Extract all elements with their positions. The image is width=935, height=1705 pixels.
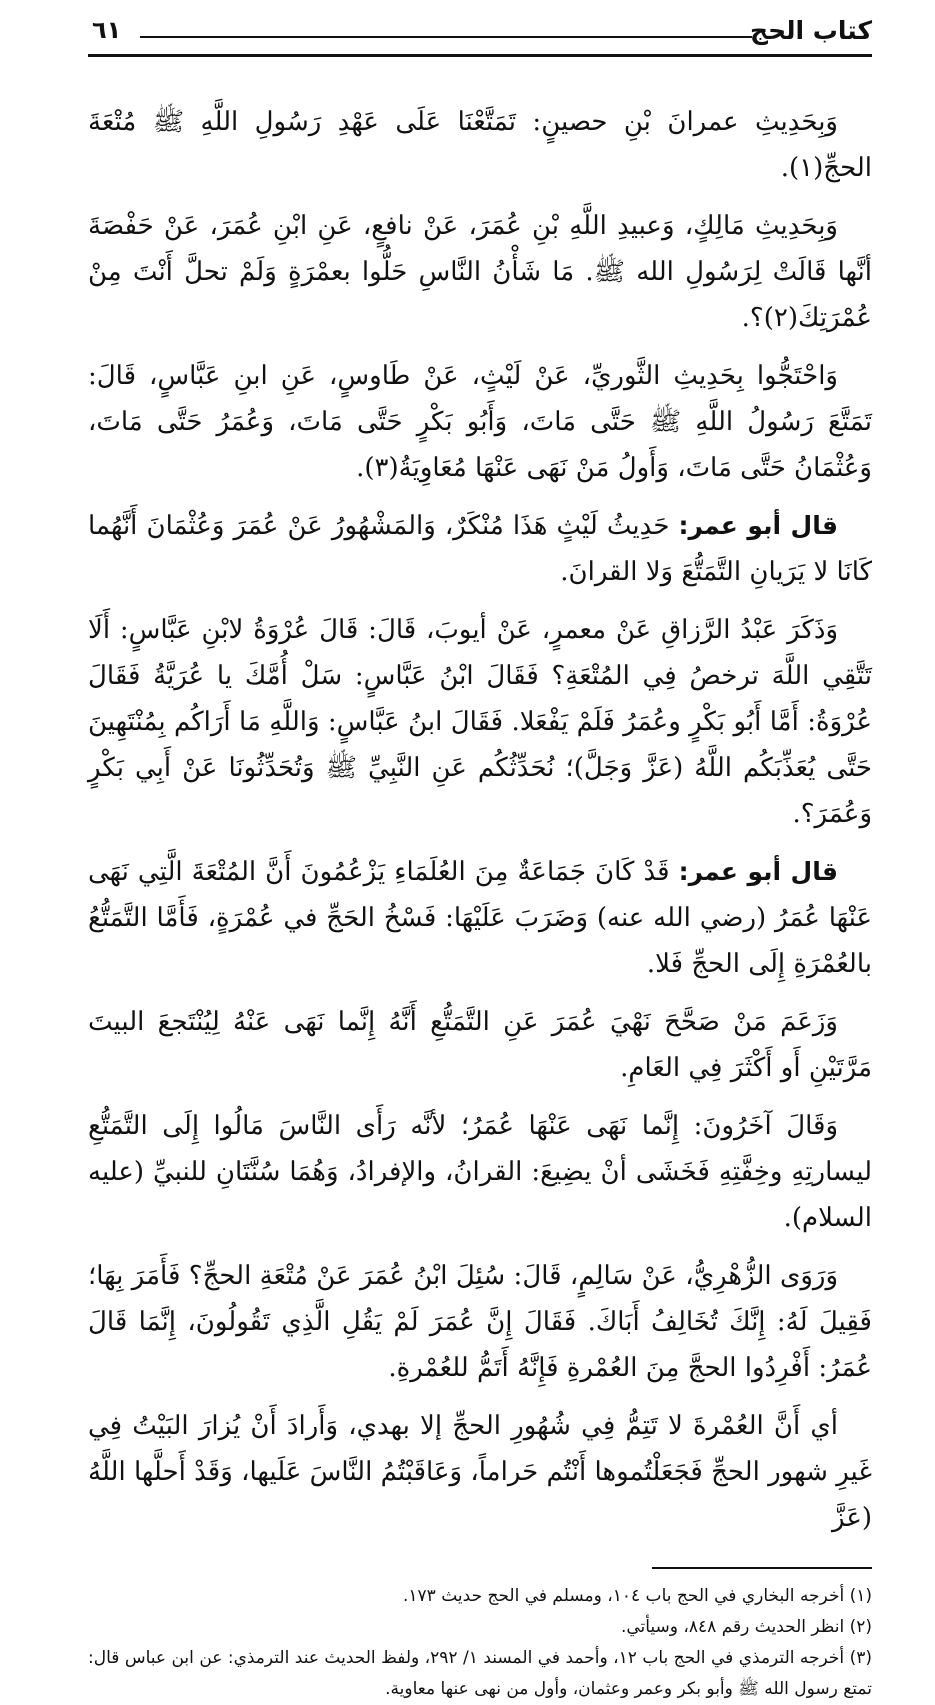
paragraph-text: وَبِحَدِيثِ عمرانَ بْنِ حصينٍ: تَمَتَّعْنَا عَلَى عَهْدِ رَسُولِ اللَّهِ ﷺ مُتْعَةَ الحجِّ(١). xyxy=(88,107,872,183)
footnote-separator xyxy=(652,1567,872,1569)
footnotes xyxy=(88,1581,872,1705)
running-title: كتاب الحج xyxy=(750,16,872,45)
paragraph xyxy=(88,1253,872,1391)
paragraph xyxy=(88,503,872,595)
paragraph xyxy=(88,999,872,1091)
paragraph-text: وَزَعَمَ مَنْ صَحَّحَ نَهْيَ عُمَرَ عَنِ التَّمَتُّعِ أَنَّهُ إِنَّما نَهَى عَنْهُ لِيُنْتَجعَ البيتَ مَرَّتَيْنِ أَو أَكْثَرَ فِي العَامِ. xyxy=(88,1007,872,1083)
main-text xyxy=(88,99,872,1541)
paragraph-text: وَذَكَرَ عَبْدُ الرَّزاقِ عَنْ معمرٍ، عَنْ أيوبَ، قَالَ: قَالَ عُرْوَةُ لابْنِ عَبَّاسٍ: أَلَا تَتَّقِي اللَّهَ ترخصُ فِي المُتْعَةِ؟ فَقَالَ ابْنُ عَبَّاسٍ: سَلْ أُمَّكَ يا عُرَيَّةُ فَقَالَ عُرْوَةُ: أَمَّا أَبُو بَكْرٍ وعُمَرُ فَلَمْ يَفْعَلا. فَقَالَ ابنُ عَبَّاسٍ: وَاللَّهِ مَا أَرَاكُم بِمُنْتَهِينَ حَتَّى يُعَذِّبَكُم اللَّهُ (عَزَّ وَجَلَّ)؛ نُحَدِّثُكُم عَنِ النَّبِيِّ ﷺ وَتُحَدِّثُونَا عَنْ أَبِي بَكْرٍ وَعُمَرَ؟. xyxy=(88,615,872,829)
book-page xyxy=(88,14,873,1699)
paragraph-text: وَقَالَ آخَرُونَ: إِنَّما نَهَى عَنْهَا عُمَرُ؛ لأنَّه رَأَى النَّاسَ مَالُوا إِلَى التَّمَتُّعِ ليسارتِهِ وخِفَّتِهِ فَخَشَى أنْ يضِيعَ: القرانُ، والإفرادُ، وَهُمَا سُنَّتَانِ للنبيِّ (عليه السلام). xyxy=(88,1111,872,1233)
paragraph xyxy=(88,203,872,341)
paragraph-text: وَاحْتَجُّوا بِحَدِيثِ الثَّوريِّ، عَنْ لَيْثٍ، عَنْ طَاوسٍ، عَنِ ابنِ عَبَّاسٍ، قَالَ: تَمَتَّعَ رَسُولُ اللَّهِ ﷺ حَتَّى مَاتَ، وَأَبُو بَكْرٍ حَتَّى مَاتَ، وَعُمَرُ حَتَّى مَاتَ، وَعُثْمَانُ حَتَّى مَاتَ، وَأَولُ مَنْ نَهَى عَنْهَا مُعَاوِيَةُ(٣). xyxy=(88,361,872,483)
paragraph-text: وَبِحَدِيثِ مَالِكٍ، وَعبيدِ اللَّهِ بْنِ عُمَرَ، عَنْ نافعٍ، عَنِ ابْنِ عُمَرَ، عَنْ حَفْصَةَ أنَّها قَالَتْ لِرَسُولِ الله ﷺ. مَا شَأْنُ النَّاسِ حَلُّوا بعمْرَةٍ وَلَمْ تحلَّ أَنْتَ مِنْ عُمْرَتِكَ(٢)؟. xyxy=(88,211,872,333)
paragraph-text: وَرَوَى الزُّهْرِيُّ، عَنْ سَالِمٍ، قَالَ: سُئِلَ ابْنُ عُمَرَ عَنْ مُتْعَةِ الحجِّ؟ فَأَمَرَ بِهَا؛ فَقِيلَ لَهُ: إِنَّكَ تُخَالِفُ أَبَاكَ. فَقَالَ إِنَّ عُمَرَ لَمْ يَقُلِ الَّذِي تَقُولُونَ، إِنَّمَا قَالَ عُمَرُ: أَفْرِدُوا الحجَّ مِنَ العُمْرةِ فَإِنَّهُ أَتَمُّ للعُمْرةِ. xyxy=(88,1261,872,1383)
paragraph xyxy=(88,607,872,837)
paragraph-text: حَدِيثُ لَيْثٍ هَذَا مُنْكَرٌ، وَالمَشْهُورُ عَنْ عُمَرَ وَعُثْمَانَ أَنَّهُما كَانَا لا يَرَيانِ التَّمَتُّعَ وَلا القرانَ. xyxy=(88,511,872,587)
paragraph xyxy=(88,99,872,191)
footnote: (٣) أخرجه الترمذي في الحج باب ١٢، وأحمد في المسند ١/ ٢٩٢، ولفظ الحديث عند الترمذي: عن ابن عباس قال: تمتع رسول الله ﷺ وأبو بكر وعمر وعثمان، وأول من نهى عنها معاوية. xyxy=(88,1648,873,1699)
paragraph xyxy=(88,1403,872,1541)
paragraph-text: أي أَنَّ العُمْرةَ لا تَتِمُّ فِي شُهُورِ الحجِّ إلا بهدي، وَأَرادَ أَنْ يُزارَ البَيْتُ فِي غَيرِ شهور الحجِّ فَجَعَلْتُموها أَنْتُم حَراماً، وَعَاقَبْتُمُ النَّاسَ عَلَيها، وَقَدْ أَحلَّها اللَّهُ (عَزَّ xyxy=(88,1411,872,1533)
header-rule xyxy=(140,36,752,38)
paragraph xyxy=(88,1103,872,1241)
paragraph xyxy=(88,353,872,491)
paragraph-lead: قال أبو عمر: xyxy=(678,857,839,886)
paragraph xyxy=(88,849,872,987)
page-header xyxy=(88,14,872,57)
footnote: (١) أخرجه البخاري في الحج باب ١٠٤، ومسلم في الحج حديث ١٧٣. xyxy=(403,1586,872,1606)
paragraph-lead: قال أبو عمر: xyxy=(678,511,839,540)
footnote: (٢) انظر الحديث رقم ٨٤٨، وسيأتي. xyxy=(620,1617,872,1637)
paragraph-text: قَدْ كَانَ جَمَاعَةٌ مِنَ العُلَمَاءِ يَزْعُمُونَ أَنَّ المُتْعَةَ الَّتِي نَهَى عَنْهَا عُمَرُ (رضي الله عنه) وَضَرَبَ عَلَيْهَا: فَسْخُ الحَجِّ في عُمْرَةٍ، فَأَمَّا التَّمَتُّعُ بالعُمْرَةِ إِلَى الحجِّ فَلا. xyxy=(88,857,872,979)
page-number: ٦١ xyxy=(92,16,122,44)
